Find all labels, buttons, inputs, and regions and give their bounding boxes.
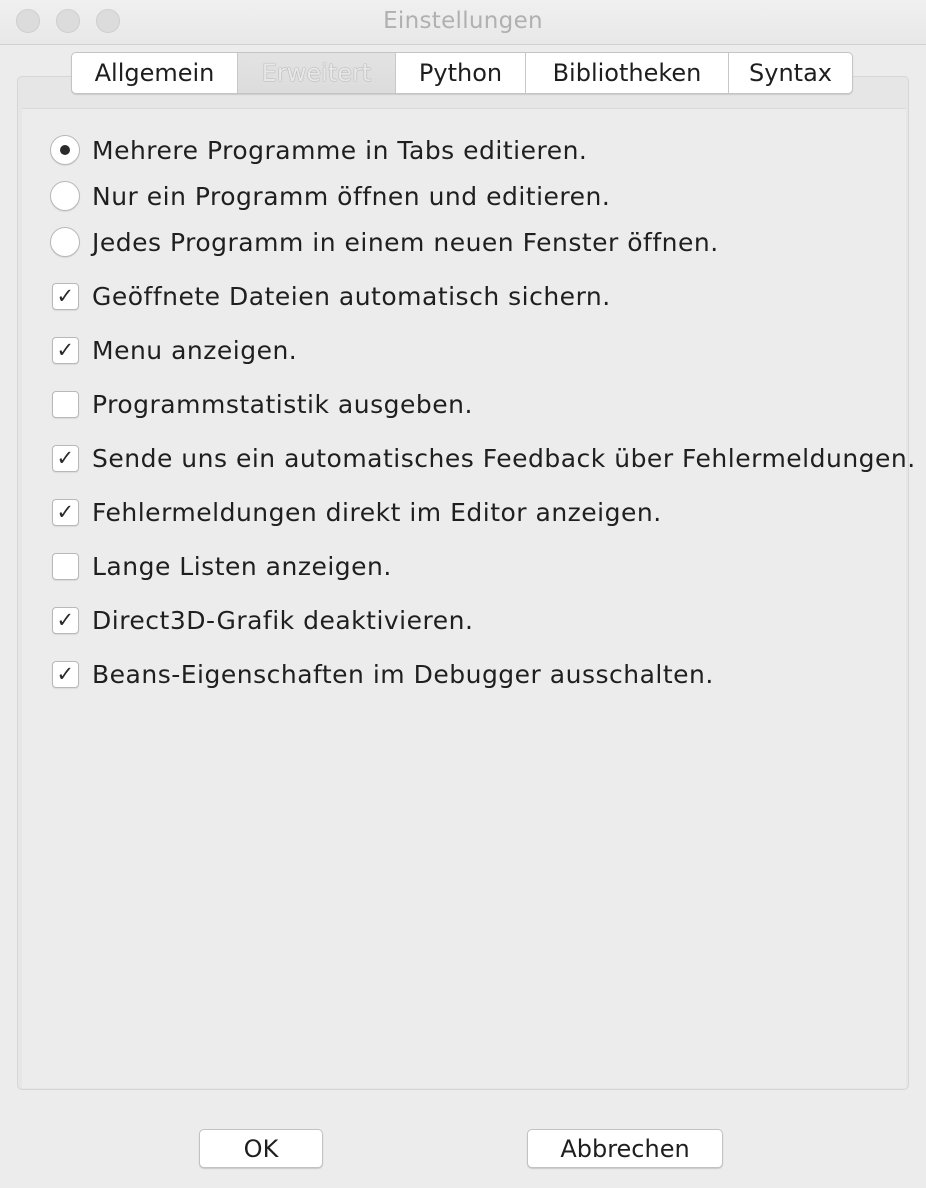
tab-syntax[interactable]: Syntax xyxy=(749,59,832,87)
checkbox[interactable]: ✓ xyxy=(52,445,79,472)
checkbox-option-direct3d[interactable] xyxy=(50,603,473,637)
checkbox[interactable]: ✓ xyxy=(52,661,79,688)
checkbox-option-feedback[interactable] xyxy=(50,441,916,475)
checkbox-option-editor-errors[interactable] xyxy=(50,495,662,529)
checkbox-label: Direct3D-Grafik deaktivieren. xyxy=(92,605,474,635)
checkbox[interactable]: ✓ xyxy=(52,337,79,364)
radio-label: Nur ein Programm öffnen und editieren. xyxy=(92,181,611,211)
checkbox-option-autosave[interactable] xyxy=(50,279,611,313)
checkbox-label: Programmstatistik ausgeben. xyxy=(92,389,473,419)
tab-python[interactable]: Python xyxy=(396,53,526,93)
tab-allgemein[interactable]: Allgemein xyxy=(72,53,238,93)
radio-label: Mehrere Programme in Tabs editieren. xyxy=(92,135,588,165)
checkbox-option-statistics[interactable] xyxy=(50,387,473,421)
radio-label: Jedes Programm in einem neuen Fenster öffnen. xyxy=(92,227,719,257)
radio-option-tabs[interactable] xyxy=(50,133,587,167)
checkbox-label: Beans-Eigenschaften im Debugger ausschalten. xyxy=(92,659,714,689)
radio-button[interactable] xyxy=(50,227,80,257)
checkbox[interactable]: ✓ xyxy=(52,283,79,310)
window-title: Einstellungen xyxy=(383,8,543,34)
checkbox-option-beans[interactable] xyxy=(50,657,714,691)
checkbox-label: Fehlermeldungen direkt im Editor anzeigen. xyxy=(92,497,662,527)
checkbox[interactable] xyxy=(52,391,79,418)
radio-option-single[interactable] xyxy=(50,179,610,213)
checkbox-label: Geöffnete Dateien automatisch sichern. xyxy=(92,281,611,311)
title-bar xyxy=(0,0,926,45)
checkbox[interactable] xyxy=(52,553,79,580)
tab-bar xyxy=(71,52,853,94)
radio-button[interactable] xyxy=(50,135,80,165)
checkbox-option-menu[interactable] xyxy=(50,333,297,367)
checkbox[interactable]: ✓ xyxy=(52,499,79,526)
ok-button[interactable]: OK xyxy=(199,1129,323,1168)
checkbox-label: Menu anzeigen. xyxy=(92,335,298,365)
checkbox-label: Lange Listen anzeigen. xyxy=(92,551,392,581)
tab-bibliotheken[interactable]: Bibliotheken xyxy=(526,53,729,93)
checkbox-option-long-lists[interactable] xyxy=(50,549,392,583)
cancel-button[interactable]: Abbrechen xyxy=(527,1129,723,1168)
checkbox-label: Sende uns ein automatisches Feedback über Fehlermeldungen. xyxy=(92,443,916,473)
radio-button[interactable] xyxy=(50,181,80,211)
radio-option-new-window[interactable] xyxy=(50,225,719,259)
checkbox[interactable]: ✓ xyxy=(52,607,79,634)
tab-erweitert[interactable]: Erweitert xyxy=(238,53,396,93)
